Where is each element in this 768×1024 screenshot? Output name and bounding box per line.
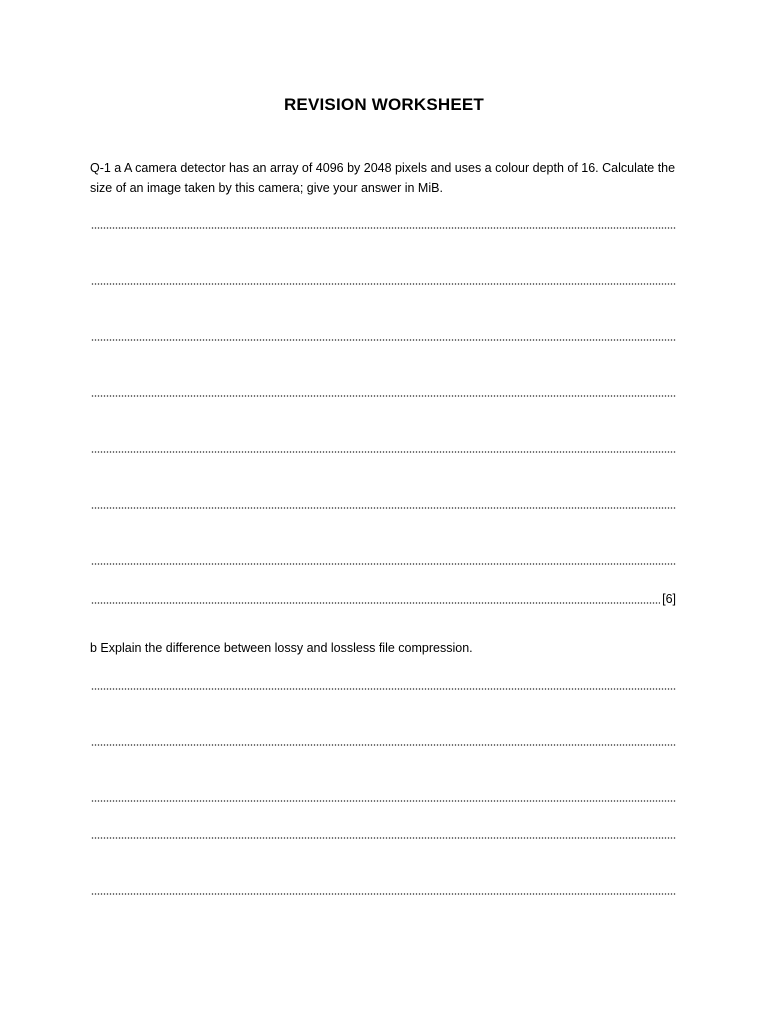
- dotted-rule: [91, 800, 676, 802]
- dotted-rule: [91, 395, 676, 397]
- answer-line: [91, 328, 676, 344]
- dotted-rule: [91, 227, 676, 229]
- answer-line: [91, 826, 676, 842]
- answer-line: [91, 216, 676, 232]
- dotted-rule: [91, 451, 676, 453]
- dotted-rule: [91, 507, 676, 509]
- answer-line: [91, 496, 676, 512]
- dotted-rule: [91, 688, 676, 690]
- answer-line: [91, 733, 676, 749]
- answer-line: [91, 677, 676, 693]
- dotted-rule: [91, 563, 676, 565]
- answer-line: [91, 272, 676, 288]
- answer-line: [91, 789, 676, 805]
- dotted-rule: [91, 893, 676, 895]
- dotted-rule: [91, 339, 676, 341]
- answer-line: [91, 882, 676, 898]
- answer-line: [91, 384, 676, 400]
- answer-line-with-marks: [91, 591, 676, 607]
- dotted-rule: [91, 283, 676, 285]
- dotted-rule: [91, 837, 676, 839]
- page-title: REVISION WORKSHEET: [283, 95, 485, 114]
- answer-line: [91, 440, 676, 456]
- answer-line: [91, 552, 676, 568]
- question-1a-text: Q-1 a A camera detector has an array of 4096 by 2048 pixels and uses a colour depth of 16. Calculate the size of an image taken by this camera; give your answer in MiB.: [90, 161, 676, 195]
- question-1b-text: b Explain the difference between lossy and lossless file compression.: [90, 641, 473, 655]
- dotted-rule: [91, 744, 676, 746]
- marks-label: [6]: [662, 592, 676, 606]
- dotted-rule: [91, 602, 660, 604]
